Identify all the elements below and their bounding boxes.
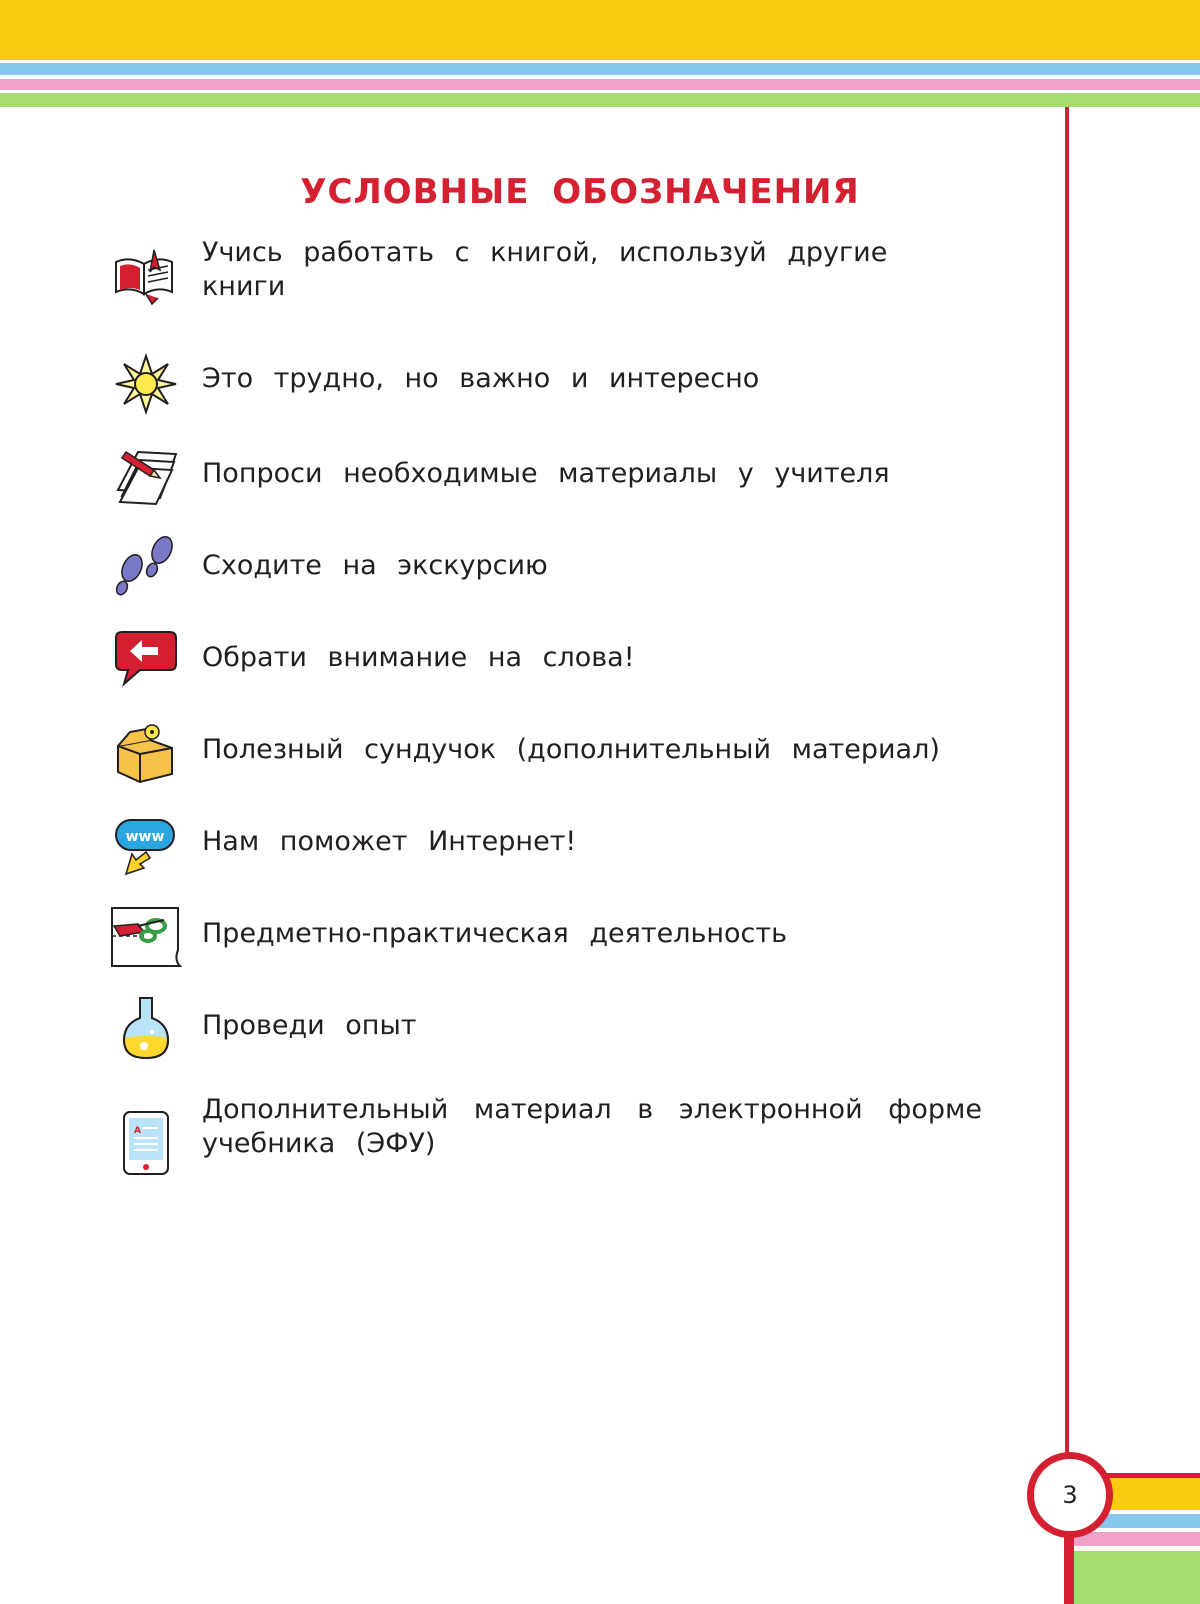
paper-pencil-icon — [110, 440, 182, 512]
page-title: УСЛОВНЫЕ ОБОЗНАЧЕНИЯ — [300, 172, 860, 212]
book-icon — [110, 240, 182, 312]
chest-icon — [110, 716, 182, 788]
margin-line — [1065, 107, 1069, 1604]
legend-text: Предметно-практическая деятельность — [202, 918, 788, 949]
scissors-icon — [110, 900, 182, 972]
corner-stripe-green — [1069, 1551, 1200, 1604]
svg-text:www: www — [125, 829, 165, 845]
legend-text: Полезный сундучок (дополнительный материал) — [202, 734, 940, 765]
tablet-icon — [110, 1108, 182, 1180]
sun-icon — [110, 348, 182, 420]
legend-text: Обрати внимание на слова! — [202, 642, 635, 673]
legend-text: Это трудно, но важно и интересно — [202, 363, 760, 394]
header-stripe-pink — [0, 79, 1200, 90]
header-stripe-yellow — [0, 0, 1200, 60]
legend-text: Сходите на экскурсию — [202, 550, 548, 581]
header-stripe-green — [0, 93, 1200, 107]
legend-text: Дополнительный материал в электронной форме учебника (ЭФУ) — [202, 1094, 982, 1159]
legend-text: Учись работать с книгой, используй другие книги — [202, 237, 888, 302]
header-stripe-blue — [0, 63, 1200, 75]
corner-stripe-pink — [1069, 1532, 1200, 1546]
www-icon — [110, 808, 182, 880]
speech-arrow-icon — [110, 624, 182, 696]
legend-text: Нам поможет Интернет! — [202, 826, 577, 857]
page-number: 3 — [1027, 1452, 1113, 1538]
legend-text: Попроси необходимые материалы у учителя — [202, 458, 890, 489]
flask-icon — [110, 992, 182, 1064]
footprints-icon — [110, 532, 182, 604]
svg-text:А: А — [134, 1126, 141, 1136]
legend-text: Проведи опыт — [202, 1010, 417, 1041]
